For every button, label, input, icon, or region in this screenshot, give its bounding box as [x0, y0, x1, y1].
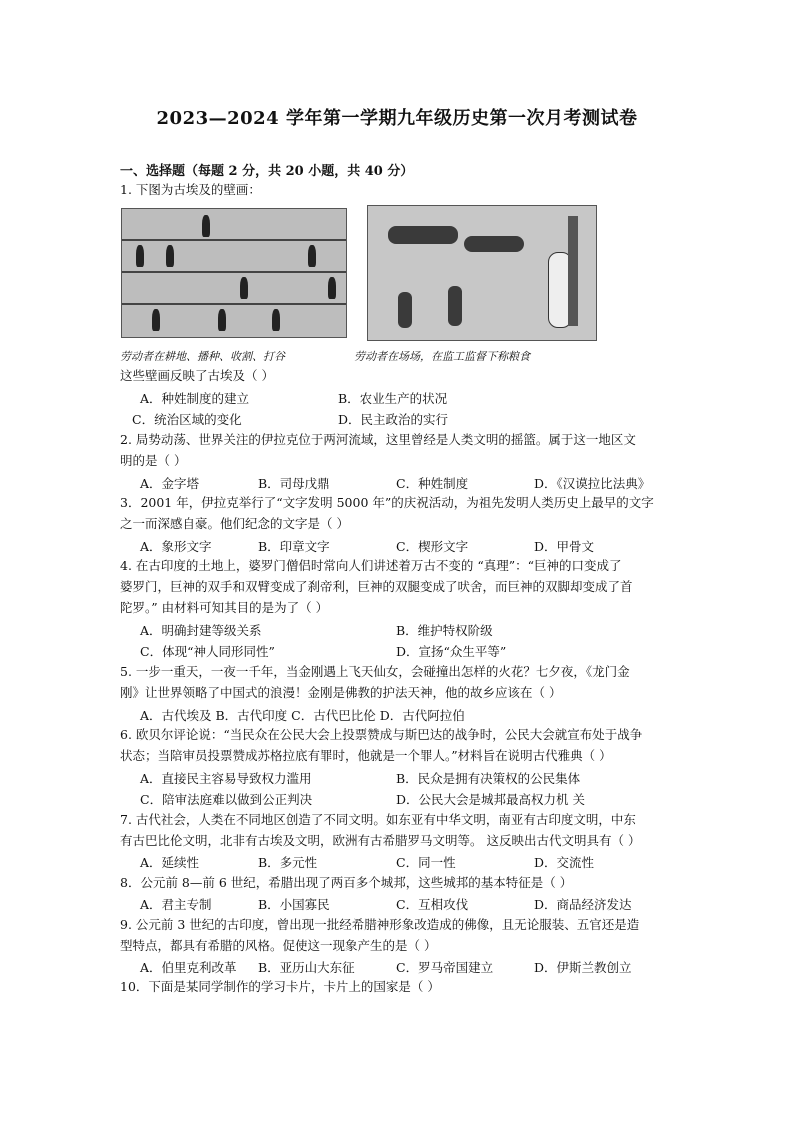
- q2-option-a: A．金字塔: [140, 476, 200, 491]
- q9-line2: 型特点，都具有希腊的风格。促使这一现象产生的是（ ）: [120, 938, 437, 953]
- q3-option-b: B．印章文字: [258, 539, 330, 554]
- q3-option-d: D．甲骨文: [534, 539, 595, 554]
- mural-granary-image: [367, 205, 597, 341]
- q6-option-c: C．陪审法庭难以做到公正判决: [140, 792, 313, 807]
- q8-option-d: D．商品经济发达: [534, 897, 632, 912]
- q1-stem: 1. 下图为古埃及的壁画：: [120, 182, 261, 197]
- q2-option-c: C．种姓制度: [396, 476, 469, 491]
- q1-option-a: A．种姓制度的建立: [140, 391, 250, 406]
- caption-left: 劳动者在耕地、播种、收割、打谷: [120, 350, 285, 363]
- q7-option-a: A．延续性: [140, 855, 200, 870]
- q3-line1: 3．2001 年，伊拉克举行了“文字发明 5000 年”的庆祝活动，为祖先发明人类历史上最早的文字: [120, 495, 654, 510]
- q9-option-c: C．罗马帝国建立: [396, 960, 494, 975]
- q5-options: A．古代埃及 B．古代印度 C．古代巴比伦 D．古代阿拉伯: [140, 708, 465, 723]
- q4-option-a: A．明确封建等级关系: [140, 623, 262, 638]
- q8-option-c: C．互相攻伐: [396, 897, 469, 912]
- q5-line1: 5. 一步一重天，一夜一千年，当金刚遇上飞天仙女，会碰撞出怎样的火花？七夕夜，《龙门金: [120, 664, 630, 679]
- q9-option-b: B．亚历山大东征: [258, 960, 355, 975]
- mural-farming-image: [121, 208, 347, 338]
- q2-line1: 2. 局势动荡、世界关注的伊拉克位于两河流域，这里曾经是人类文明的摇篮。属于这一地区文: [120, 432, 636, 447]
- q7-option-b: B．多元性: [258, 855, 318, 870]
- q2-option-b: B．司母戊鼎: [258, 476, 330, 491]
- q4-line2: 婆罗门，巨神的双手和双臂变成了刹帝利，巨神的双腿变成了吠舍，而巨神的双脚却变成了首: [120, 579, 633, 594]
- q3-option-a: A．象形文字: [140, 539, 212, 554]
- q4-option-c: C．体现“神人同形同性”: [140, 644, 275, 659]
- q6-line2: 状态；当陪审员投票赞成苏格拉底有罪时，他就是一个罪人。”材料旨在说明古代雅典（ ）: [120, 748, 612, 763]
- q5-line2: 刚》让世界领略了中国式的浪漫！金刚是佛教的护法天神，他的故乡应该在（ ）: [120, 685, 562, 700]
- q7-option-d: D．交流性: [534, 855, 595, 870]
- q1-option-b: B．农业生产的状况: [338, 391, 448, 406]
- section-heading: 一、选择题（每题 2 分，共 20 小题，共 40 分）: [120, 164, 414, 179]
- q3-line2: 之一而深感自豪。他们纪念的文字是（ ）: [120, 516, 349, 531]
- q4-line3: 陀罗。” 由材料可知其目的是为了（ ）: [120, 600, 329, 615]
- q8-option-b: B．小国寡民: [258, 897, 330, 912]
- q1-question: 这些壁画反映了古埃及（ ）: [120, 368, 274, 383]
- q9-option-d: D．伊斯兰教创立: [534, 960, 632, 975]
- q9-line1: 9. 公元前 3 世纪的古印度，曾出现一批经希腊神形象改造成的佛像，且无论服装、五官还是造: [120, 917, 640, 932]
- q4-option-d: D．宣扬“众生平等”: [396, 644, 507, 659]
- q4-option-b: B．维护特权阶级: [396, 623, 493, 638]
- q7-line1: 7. 古代社会，人类在不同地区创造了不同文明。如东亚有中华文明，南亚有古印度文明，中东: [120, 812, 636, 827]
- q6-option-d: D．公民大会是城邦最高权力机 关: [396, 792, 585, 807]
- q10-line1: 10．下面是某同学制作的学习卡片，卡片上的国家是（ ）: [120, 979, 440, 994]
- q8-line1: 8．公元前 8—前 6 世纪，希腊出现了两百多个城邦，这些城邦的基本特征是（ ）: [120, 875, 573, 890]
- q3-option-c: C．楔形文字: [396, 539, 469, 554]
- q6-option-a: A．直接民主容易导致权力滥用: [140, 771, 312, 786]
- q2-line2: 明的是（ ）: [120, 453, 187, 468]
- q7-option-c: C．同一性: [396, 855, 456, 870]
- q1-option-d: D．民主政治的实行: [338, 412, 449, 427]
- q8-option-a: A．君主专制: [140, 897, 212, 912]
- q9-option-a: A．伯里克利改革: [140, 960, 237, 975]
- q6-line1: 6. 欧贝尔评论说：“当民众在公民大会上投票赞成与斯巴达的战争时，公民大会就宣布处于战争: [120, 727, 643, 742]
- exam-title: 2023—2024 学年第一学期九年级历史第一次月考测试卷: [156, 108, 638, 129]
- q6-option-b: B．民众是拥有决策权的公民集体: [396, 771, 581, 786]
- q1-option-c: C．统治区域的变化: [132, 412, 242, 427]
- q2-option-d: D．《汉谟拉比法典》: [534, 476, 651, 491]
- q7-line2: 有古巴比伦文明，北非有古埃及文明，欧洲有古希腊罗马文明等。 这反映出古代文明具有（ ）: [120, 833, 641, 848]
- caption-right: 劳动者在场场，在监工监督下称粮食: [354, 350, 530, 363]
- q4-line1: 4. 在古印度的土地上，婆罗门僧侣时常向人们讲述着万古不变的 “真理”：“巨神的口变成了: [120, 558, 622, 573]
